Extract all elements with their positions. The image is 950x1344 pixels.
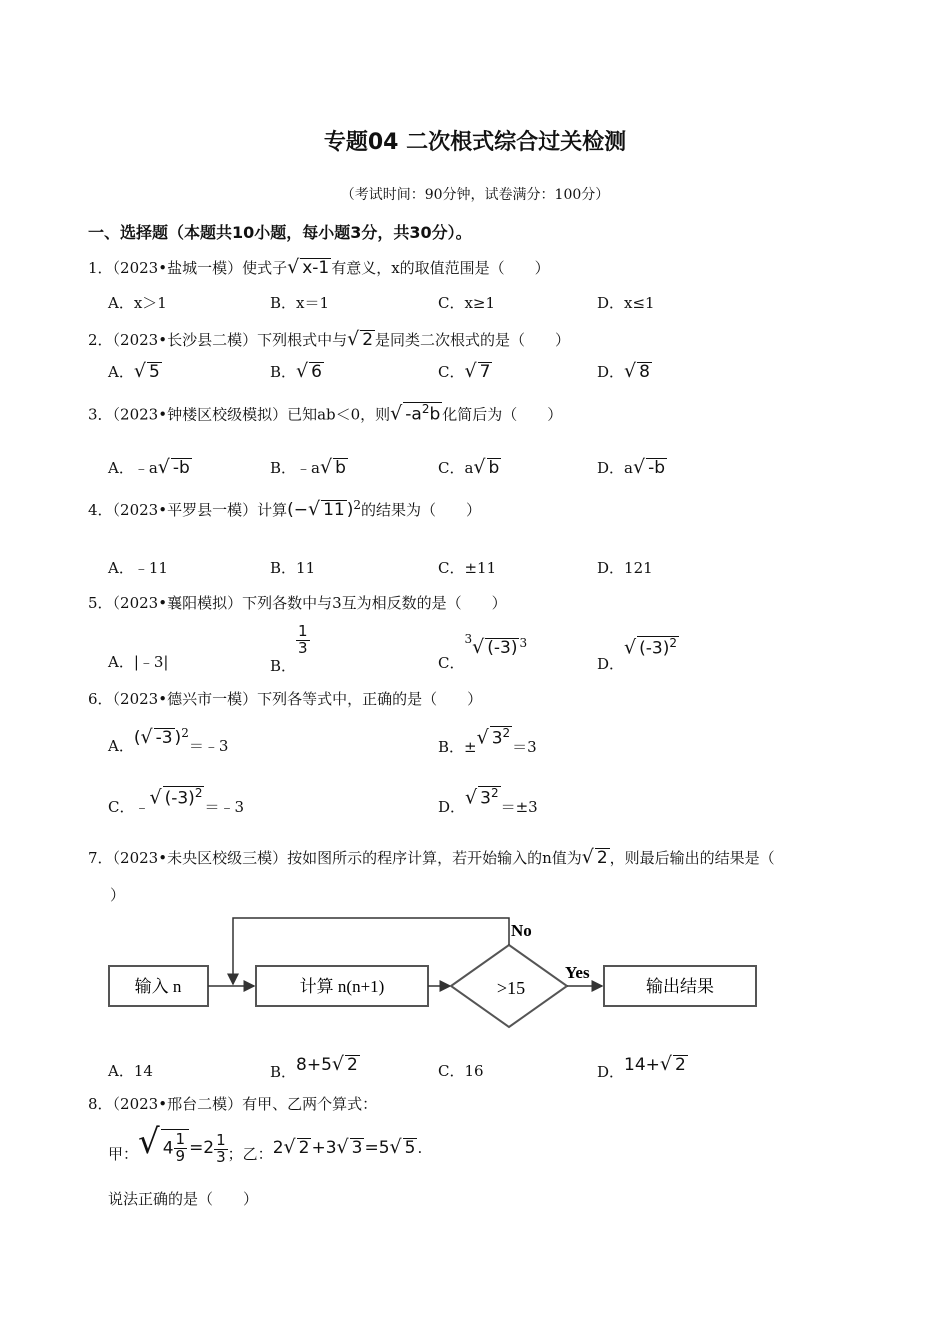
q2-option-b[interactable]: B．√ 6 xyxy=(270,360,322,382)
q6-option-d[interactable]: D．√ $3^2=\pm 3$ xyxy=(438,786,538,816)
question-6: 6．（2023•德兴市一模）下列各等式中，正确的是（ ） xyxy=(88,690,483,708)
exam-info: （考试时间：90分钟，试卷满分：100分） xyxy=(340,187,610,203)
q5-option-c[interactable]: C．$^3$√ (-3) $^3$ xyxy=(438,632,528,672)
output-label: 输出结果 xyxy=(646,977,714,996)
calc-label: 计算 n(n+1) xyxy=(299,977,385,996)
question-1: 1．（2023•盐城一模）使式子√ x-1 有意义，x的取值范围是（ ） xyxy=(88,256,550,278)
q3-option-c[interactable]: C．a√ b xyxy=(438,456,500,478)
q7-option-c[interactable]: C．16 xyxy=(438,1062,484,1080)
q1-option-d[interactable]: D．x≤1 xyxy=(597,294,655,312)
q1-option-b[interactable]: B．x＝1 xyxy=(270,294,330,312)
q1-option-a[interactable]: A．x＞1 xyxy=(108,294,167,312)
condition-label: >15 xyxy=(496,978,526,998)
q3-option-a[interactable]: A．﹣a√ -b xyxy=(108,456,190,478)
q3-option-d[interactable]: D．a√ -b xyxy=(597,456,666,478)
q7-option-b[interactable]: B．8+5√ 2 xyxy=(270,1053,358,1081)
question-5: 5．（2023•襄阳模拟）下列各数中与3互为相反数的是（ ） xyxy=(88,594,507,612)
question-2: 2．（2023•长沙县二模）下列根式中与√ 2 是同类二次根式的是（ ） xyxy=(88,328,571,350)
q6-option-c[interactable]: C．﹣√ $(-3)^2=﹣3$ xyxy=(108,786,244,816)
q2-option-d[interactable]: D．√ 8 xyxy=(597,360,650,382)
q2-option-a[interactable]: A．√ 5 xyxy=(108,360,160,382)
question-4: 4．（2023•平罗县一模）计算(−√ 11 )$^2$的结果为（ ） xyxy=(88,498,482,520)
question-3: 3．（2023•钟楼区校级模拟）已知ab＜0，则√ $-a^2b$ 化简后为（ ） xyxy=(88,402,563,425)
q5-option-a[interactable]: A．|﹣3| xyxy=(108,653,169,671)
q5-option-d[interactable]: D．√ $(-3)^2$ xyxy=(597,636,677,673)
page-title: 专题04 二次根式综合过关检测 xyxy=(323,130,627,155)
q3-option-b[interactable]: B．﹣a√ b xyxy=(270,456,346,478)
question-8: 8．（2023•邢台二模）有甲、乙两个算式： xyxy=(88,1095,378,1113)
program-flowchart xyxy=(100,910,770,1035)
q5-option-b[interactable]: B． $\frac{1}{3}$ xyxy=(270,622,308,676)
input-label: 输入 n xyxy=(134,977,182,996)
q7-option-a[interactable]: A．14 xyxy=(108,1062,153,1080)
q2-option-c[interactable]: C．√ 7 xyxy=(438,360,491,382)
q8-formulas: 甲：√ 4 $\frac{1}{9}$ =2 $\frac{1}{3}$ ；乙：2√ 2 +3√ 3 =5√ 5 . xyxy=(108,1122,423,1166)
q4-option-a[interactable]: A．﹣11 xyxy=(108,559,168,577)
q6-option-a[interactable]: A．(√ -3 )$^2$＝﹣3 xyxy=(108,726,229,755)
q4-option-b[interactable]: B．11 xyxy=(270,559,316,577)
q6-option-b[interactable]: B．±√ $3^2=3$ xyxy=(438,726,537,756)
section-heading: 一、选择题（本题共10小题，每小题3分，共30分）。 xyxy=(88,223,472,242)
q4-option-c[interactable]: C．±11 xyxy=(438,559,497,577)
no-label: No xyxy=(511,921,532,940)
question-7-cont: ） xyxy=(110,886,126,904)
q4-option-d[interactable]: D．121 xyxy=(597,559,653,577)
q8-prompt: 说法正确的是（ ） xyxy=(108,1190,259,1208)
q1-option-c[interactable]: C．x≥1 xyxy=(438,294,496,312)
question-7: 7．（2023•未央区校级三模）按如图所示的程序计算，若开始输入的n值为√ 2 ，则最后输出的结果是（ xyxy=(88,846,775,868)
q7-option-d[interactable]: D．14+√ 2 xyxy=(597,1053,686,1081)
yes-label: Yes xyxy=(565,963,590,982)
